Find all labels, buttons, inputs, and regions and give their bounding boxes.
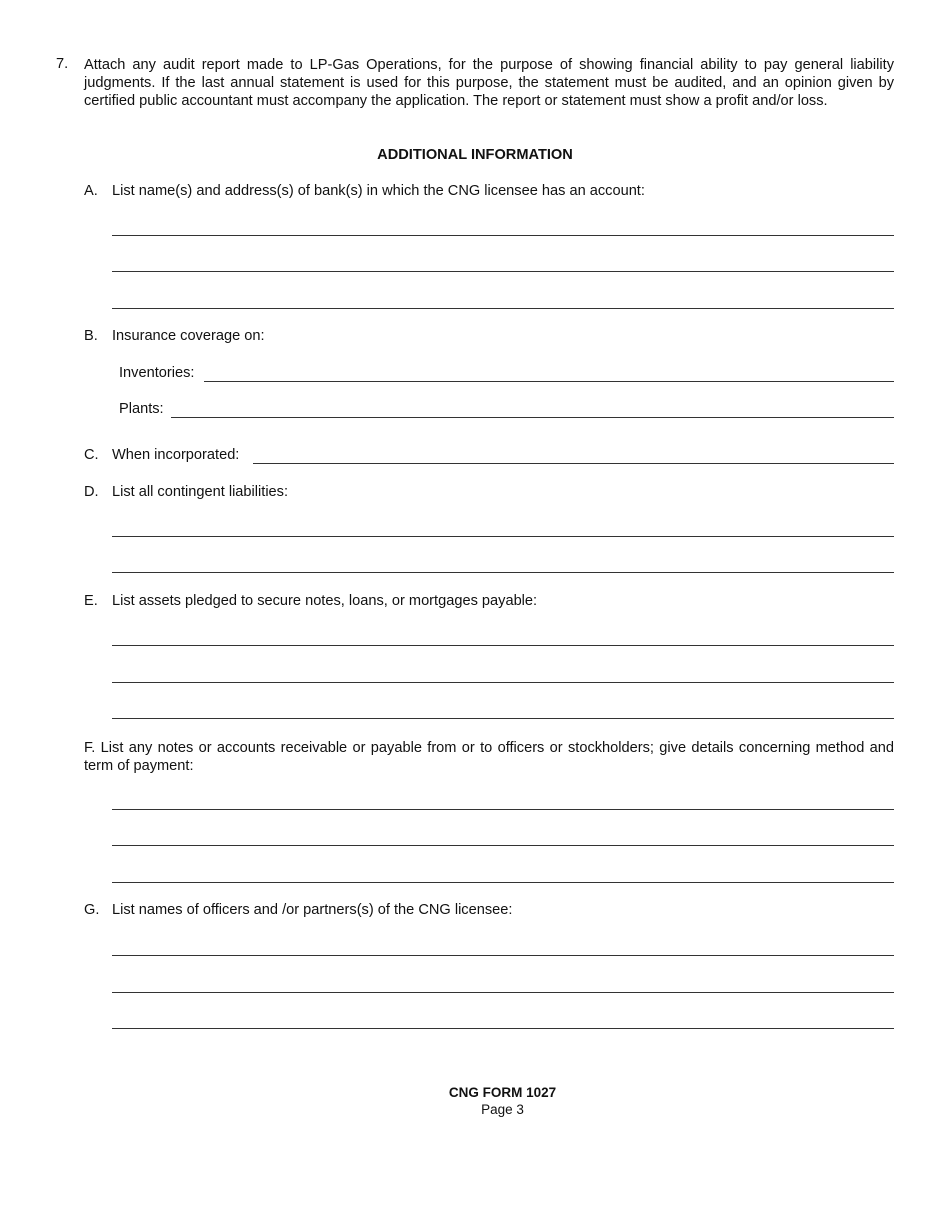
item-g-label: List names of officers and /or partners(s) of the CNG licensee: xyxy=(112,902,513,918)
plants-label: Plants: xyxy=(119,401,164,417)
item-a-label: List name(s) and address(s) of bank(s) in which the CNG licensee has an account: xyxy=(112,183,645,199)
bank-line-1[interactable] xyxy=(112,235,894,236)
assets-line-3[interactable] xyxy=(112,718,894,719)
item-a-letter: A. xyxy=(84,183,98,199)
assets-line-2[interactable] xyxy=(112,682,894,683)
item-c-label: When incorporated: xyxy=(112,447,240,463)
notes-line-2[interactable] xyxy=(112,845,894,846)
officers-line-3[interactable] xyxy=(112,1028,894,1029)
item-b-letter: B. xyxy=(84,328,98,344)
contingent-line-1[interactable] xyxy=(112,536,894,537)
inventories-field[interactable] xyxy=(204,381,894,382)
form-name: CNG FORM 1027 xyxy=(448,1085,557,1100)
item-g-letter: G. xyxy=(84,902,100,918)
contingent-line-2[interactable] xyxy=(112,572,894,573)
item-7-text: Attach any audit report made to LP-Gas Operations, for the purpose of showing financial ability to pay general liability judgments. If the last annual statement is used for this purpose, the statement must be audited, and an opinion given by certified public accountant must accompany the application. The report or statement must show a profit and/or loss. xyxy=(84,57,894,109)
item-e-label: List assets pledged to secure notes, loans, or mortgages payable: xyxy=(112,593,538,609)
notes-line-1[interactable] xyxy=(112,809,894,810)
item-f-text: F. List any notes or accounts receivable or payable from or to officers or stockholders; give details concerning method and term of payment: xyxy=(84,740,894,774)
inventories-label: Inventories: xyxy=(119,365,195,381)
item-d-letter: D. xyxy=(84,484,99,500)
notes-line-3[interactable] xyxy=(112,882,894,883)
item-b-label: Insurance coverage on: xyxy=(112,328,265,344)
item-d-label: List all contingent liabilities: xyxy=(112,484,289,500)
item-c-letter: C. xyxy=(84,447,99,463)
officers-line-2[interactable] xyxy=(112,992,894,993)
page-number: Page 3 xyxy=(481,1102,524,1117)
item-e-letter: E. xyxy=(84,593,98,609)
item-7-number: 7. xyxy=(56,56,69,72)
plants-field[interactable] xyxy=(171,417,894,418)
assets-line-1[interactable] xyxy=(112,645,894,646)
bank-line-2[interactable] xyxy=(112,271,894,272)
incorporated-field[interactable] xyxy=(253,463,894,464)
section-title: ADDITIONAL INFORMATION xyxy=(377,147,573,163)
bank-line-3[interactable] xyxy=(112,308,894,309)
officers-line-1[interactable] xyxy=(112,955,894,956)
